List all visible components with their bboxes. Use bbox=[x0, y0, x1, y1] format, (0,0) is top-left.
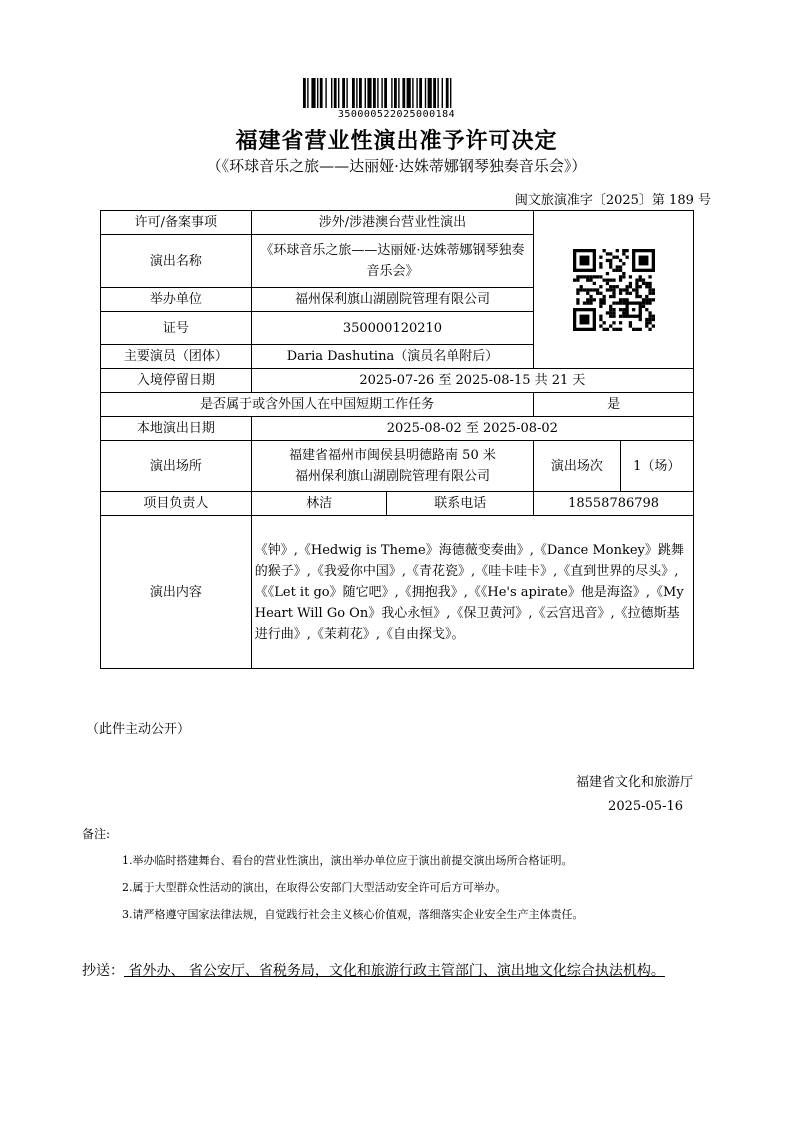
cc-label: 抄送： bbox=[82, 963, 124, 979]
venue-value bbox=[251, 441, 533, 492]
table-row bbox=[101, 393, 694, 417]
qr-cell bbox=[534, 211, 694, 369]
barcode-number: 350000522025000184 bbox=[337, 109, 456, 120]
table-row bbox=[101, 369, 694, 393]
note-item: 2.属于大型群众性活动的演出，在取得公安部门大型活动安全许可后方可举办。 bbox=[122, 881, 507, 894]
table-row bbox=[101, 211, 694, 235]
show-name-label: 演出名称 bbox=[101, 235, 252, 288]
cc-recipients: 省外办、 省公安厅、省税务局，文化和旅游行政主管部门、演出地文化综合执法机构。 bbox=[124, 963, 665, 979]
note-item: 3.请严格遵守国家法律法规，自觉践行社会主义核心价值观，落细落实企业安全生产主体责任。 bbox=[122, 908, 584, 921]
venue-address: 福建省福州市闽侯县明德路南 50 米 bbox=[289, 448, 496, 463]
table-row bbox=[101, 516, 694, 669]
note-item: 1.举办临时搭建舞台、看台的营业性演出，演出举办单位应于演出前提交演出场所合格证明。 bbox=[122, 854, 573, 867]
issue-date: 2025-05-16 bbox=[608, 799, 683, 814]
stay-dates-value: 2025-07-26 至 2025-08-15 共 21 天 bbox=[251, 369, 693, 393]
venue-company: 福州保利旗山湖剧院管理有限公司 bbox=[294, 469, 490, 484]
license-value: 350000120210 bbox=[251, 312, 533, 345]
notes-label: 备注: bbox=[82, 827, 111, 841]
manager-value: 林洁 bbox=[251, 492, 387, 516]
show-name-value: 《环球音乐之旅——达丽娅·达姝蒂娜钢琴独奏音乐会》 bbox=[251, 235, 533, 288]
manager-label: 项目负责人 bbox=[101, 492, 252, 516]
page-subtitle: （《环球音乐之旅——达丽娅·达姝蒂娜钢琴独奏音乐会》） bbox=[206, 157, 587, 175]
public-note: （此件主动公开） bbox=[86, 722, 191, 737]
permit-table bbox=[100, 210, 694, 669]
license-label: 证号 bbox=[101, 312, 252, 345]
document-number: 闽文旅演准字〔2025〕第 189 号 bbox=[514, 193, 711, 208]
page-title: 福建省营业性演出准予许可决定 bbox=[235, 128, 558, 154]
table-row bbox=[101, 417, 694, 441]
organizer-value: 福州保利旗山湖剧院管理有限公司 bbox=[251, 288, 533, 312]
content-label: 演出内容 bbox=[101, 516, 252, 669]
qr-code-icon bbox=[573, 249, 655, 331]
issuer: 福建省文化和旅游厅 bbox=[575, 775, 693, 790]
local-dates-label: 本地演出日期 bbox=[101, 417, 252, 441]
foreign-task-value: 是 bbox=[534, 393, 694, 417]
sessions-value: 1（场） bbox=[620, 441, 693, 492]
table-row bbox=[101, 441, 694, 492]
cc-line bbox=[82, 958, 714, 984]
barcode-icon bbox=[303, 78, 490, 108]
table-row bbox=[101, 492, 694, 516]
permit-type-value: 涉外/涉港澳台营业性演出 bbox=[251, 211, 533, 235]
foreign-task-label: 是否属于或含外国人在中国短期工作任务 bbox=[101, 393, 534, 417]
content-value: 《钟》,《Hedwig is Theme》海德薇变奏曲》,《Dance Monkey》跳舞的猴子》,《我爱你中国》,《青花瓷》,《哇卡哇卡》,《直到世界的尽头》,《《Let it go》随它吧》,《拥抱我》,《《He's apirate》他是海盗》,《My Heart Will Go On》我心永恒》,《保卫黄河》,《云宫迅音》,《拉德斯基进行曲》,《茉莉花》,《自由探戈》。 bbox=[251, 516, 693, 669]
stay-dates-label: 入境停留日期 bbox=[101, 369, 252, 393]
organizer-label: 举办单位 bbox=[101, 288, 252, 312]
phone-label: 联系电话 bbox=[387, 492, 534, 516]
performer-value: Daria Dashutina（演员名单附后） bbox=[251, 345, 533, 369]
sessions-label: 演出场次 bbox=[534, 441, 620, 492]
phone-value: 18558786798 bbox=[534, 492, 694, 516]
permit-type-label: 许可/备案事项 bbox=[101, 211, 252, 235]
performer-label: 主要演员（团体） bbox=[101, 345, 252, 369]
venue-label: 演出场所 bbox=[101, 441, 252, 492]
local-dates-value: 2025-08-02 至 2025-08-02 bbox=[251, 417, 693, 441]
